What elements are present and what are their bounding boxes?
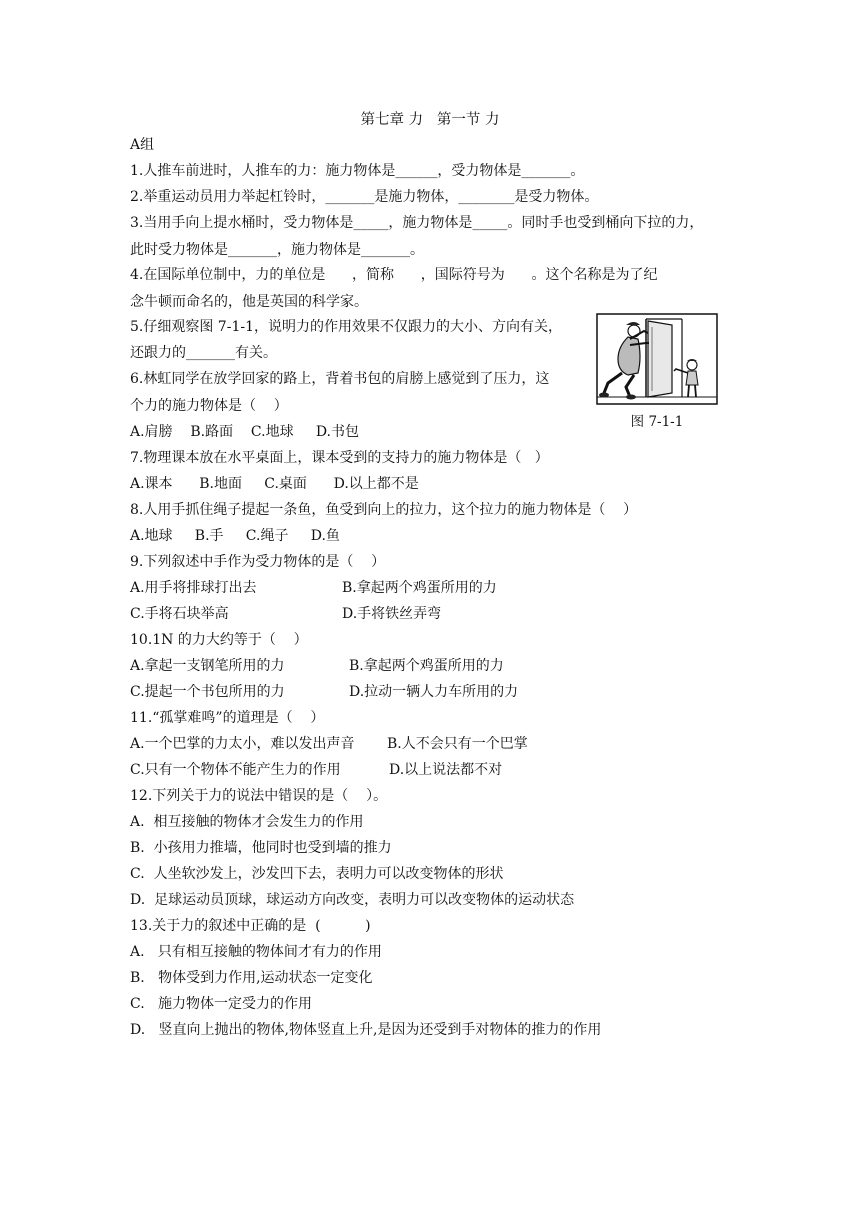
question-5-line-2: 还跟力的_______有关。 xyxy=(130,345,277,361)
question-7: 7.物理课本放在水平桌面上，课本受到的支持力的施力物体是（ ） xyxy=(130,450,549,466)
question-10-option-c: C.提起一个书包所用的力 xyxy=(130,684,285,700)
question-5-line-1: 5.仔细观察图 7-1-1，说明力的作用效果不仅跟力的大小、方向有关， xyxy=(130,319,562,335)
figure-caption: 图 7-1-1 xyxy=(630,414,684,430)
question-7-options: A.课本 B.地面 C.桌面 D.以上都不是 xyxy=(130,476,419,492)
question-13-option-c: C. 施力物体一定受力的作用 xyxy=(130,996,313,1012)
question-12: 12.下列关于力的说法中错误的是（ ）。 xyxy=(130,788,388,804)
question-10-option-a: A.拿起一支钢笔所用的力 xyxy=(130,658,285,674)
question-6-options: A.肩膀 B.路面 C.地球 D.书包 xyxy=(130,424,359,440)
question-3-line-1: 3.当用手向上提水桶时，受力物体是_____，施力物体是_____。同时手也受到桶向下拉的力， xyxy=(130,215,704,231)
question-13-option-d: D. 竖直向上抛出的物体,物体竖直上升,是因为还受到手对物体的推力的作用 xyxy=(130,1022,602,1038)
question-9-option-b: B.拿起两个鸡蛋所用的力 xyxy=(342,580,497,596)
question-10-option-d: D.拉动一辆人力车所用的力 xyxy=(349,684,519,700)
figure-person-pushing-door xyxy=(596,313,718,405)
group-label: A组 xyxy=(130,137,155,153)
question-12-option-d: D. 足球运动员顶球，球运动方向改变，表明力可以改变物体的运动状态 xyxy=(130,892,575,908)
question-3-line-2: 此时受力物体是_______，施力物体是_______。 xyxy=(130,242,424,258)
question-12-option-a: A. 相互接触的物体才会发生力的作用 xyxy=(130,814,364,830)
question-1: 1.人推车前进时，人推车的力：施力物体是______，受力物体是_______。 xyxy=(130,163,585,179)
question-12-option-c: C. 人坐软沙发上，沙发凹下去，表明力可以改变物体的形状 xyxy=(130,866,504,882)
question-13: 13.关于力的叙述中正确的是 ( ) xyxy=(130,918,371,934)
question-6-line-1: 6.林虹同学在放学回家的路上，背着书包的肩膀上感觉到了压力，这 xyxy=(130,371,550,387)
question-9-option-d: D.手将铁丝弄弯 xyxy=(342,606,442,622)
question-4-line-2: 念牛顿而命名的，他是英国的科学家。 xyxy=(130,294,368,310)
question-4-line-1: 4.在国际单位制中，力的单位是 ，简称 ，国际符号为 。这个名称是为了纪 xyxy=(130,267,658,283)
question-11-option-d: D.以上说法都不对 xyxy=(389,762,503,778)
question-9-option-c: C.手将石块举高 xyxy=(130,606,229,622)
question-11-option-c: C.只有一个物体不能产生力的作用 xyxy=(130,762,341,778)
question-13-option-a: A. 只有相互接触的物体间才有力的作用 xyxy=(130,944,382,960)
question-6-line-2: 个力的施力物体是（ ） xyxy=(130,398,288,414)
question-8: 8.人用手抓住绳子提起一条鱼，鱼受到向上的拉力，这个拉力的施力物体是（ ） xyxy=(130,502,638,518)
question-12-option-b: B. 小孩用力推墙，他同时也受到墙的推力 xyxy=(130,840,392,856)
question-10-option-b: B.拿起两个鸡蛋所用的力 xyxy=(349,658,504,674)
question-9: 9.下列叙述中手作为受力物体的是（ ） xyxy=(130,554,386,570)
question-8-options: A.地球 B.手 C.绳子 D.鱼 xyxy=(130,528,340,544)
question-10: 10.1N 的力大约等于（ ） xyxy=(130,632,308,648)
question-2: 2.举重运动员用力举起杠铃时，_______是施力物体，________是受力物体。 xyxy=(130,189,599,205)
question-11: 11.“孤掌难鸣”的道理是（ ） xyxy=(130,710,325,726)
page-title: 第七章 力 第一节 力 xyxy=(360,112,500,128)
person-pushing-door-illustration xyxy=(596,313,718,405)
question-11-option-b: B.人不会只有一个巴掌 xyxy=(387,736,528,752)
question-13-option-b: B. 物体受到力作用,运动状态一定变化 xyxy=(130,970,373,986)
question-11-option-a: A.一个巴掌的力太小，难以发出声音 xyxy=(130,736,355,752)
question-9-option-a: A.用手将排球打出去 xyxy=(130,580,257,596)
